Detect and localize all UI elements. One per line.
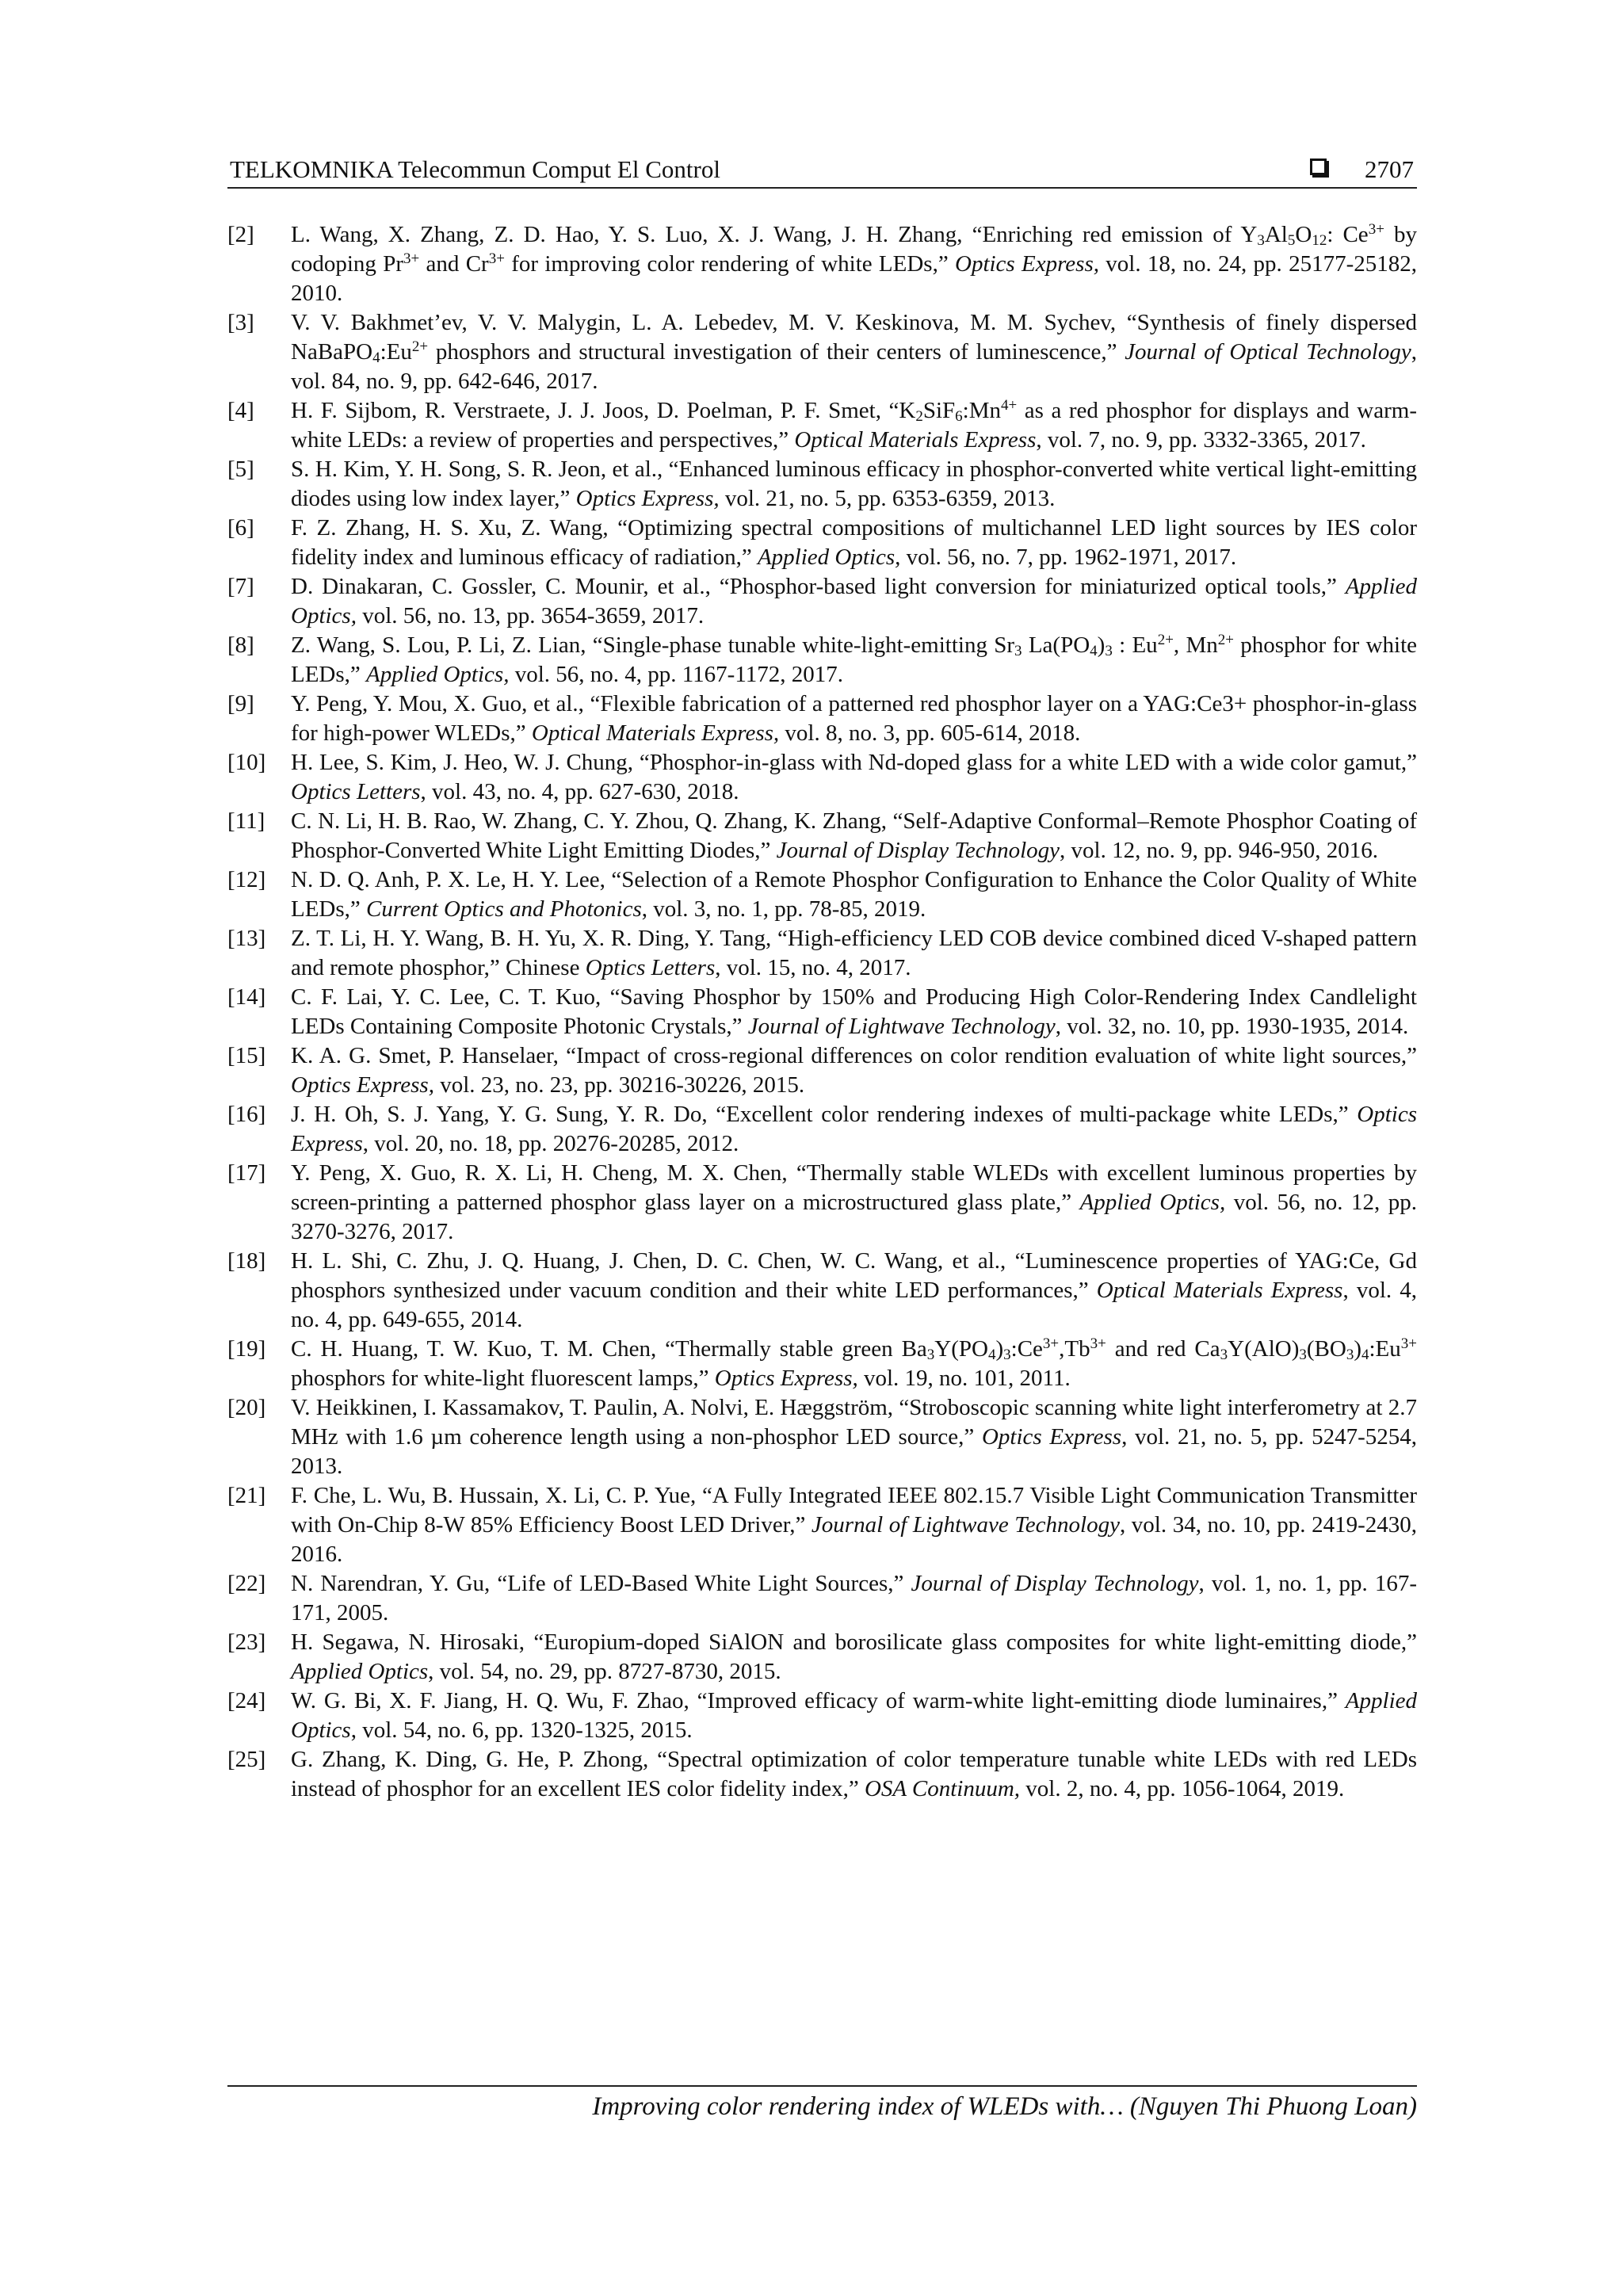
reference-entry <box>227 1569 1417 1628</box>
reference-entry <box>227 1687 1417 1745</box>
reference-text: W. G. Bi, X. F. Jiang, H. Q. Wu, F. Zhao, “Improved efficacy of warm-white light-emitting diode luminaires,” Applied Optics, vol. 54, no. 6, pp. 1320-1325, 2015. <box>291 1688 1417 1743</box>
reference-number: [24] <box>227 1688 266 1713</box>
reference-text: L. Wang, X. Zhang, Z. D. Hao, Y. S. Luo, X. J. Wang, J. H. Zhang, “Enriching red emission of $Y_3Al_5O_{12}$: $Ce^{3+}$ by codoping $Pr^{3+}$ and $Cr^{3+}$ for improving color rendering of white LEDs,” Optics Express, vol. 18, no. 24, pp. 25177-25182, 2010. <box>291 221 1418 306</box>
reference-entry <box>227 1041 1417 1100</box>
running-footer: Improving color rendering index of WLEDs with… (Nguyen Thi Phuong Loan) <box>592 2092 1417 2121</box>
reference-text: K. A. G. Smet, P. Hanselaer, “Impact of cross-regional differences on color rendition evaluation of white light sources,” Optics Express, vol. 23, no. 23, pp. 30216-30226, 2015. <box>291 1043 1417 1098</box>
reference-number: [21] <box>227 1483 266 1508</box>
reference-entry <box>227 308 1417 396</box>
reference-entry <box>227 1628 1417 1687</box>
reference-entry <box>227 1159 1417 1247</box>
reference-number: [10] <box>227 750 266 775</box>
reference-entry <box>227 983 1417 1041</box>
reference-entry <box>227 865 1417 924</box>
reference-entry <box>227 924 1417 983</box>
reference-text: C. F. Lai, Y. C. Lee, C. T. Kuo, “Saving Phosphor by 150% and Producing High Color-Rendering Index Candlelight LEDs Containing Composite Photonic Crystals,” Journal of Lightwave Technology, vol. 32, no. 10, pp. 1930-1935, 2014. <box>291 984 1417 1039</box>
reference-number: [20] <box>227 1395 266 1420</box>
page-number: 2707 <box>1365 155 1414 183</box>
reference-entry <box>227 1100 1417 1159</box>
reference-text: H. F. Sijbom, R. Verstraete, J. J. Joos, D. Poelman, P. F. Smet, “$K_2SiF_6:Mn^{4+}$ as a red phosphor for displays and warm-white LEDs: a review of properties and perspectives,” Optical Materials Express, vol. 7, no. 9, pp. 3332-3365, 2017. <box>291 397 1417 453</box>
reference-text: Y. Peng, X. Guo, R. X. Li, H. Cheng, M. X. Chen, “Thermally stable WLEDs with excellent luminous properties by screen-printing a patterned phosphor glass layer on a microstructured glass plate,” Applied Optics, vol. 56, no. 12, pp. 3270-3276, 2017. <box>291 1160 1418 1244</box>
reference-number: [5] <box>227 457 254 482</box>
reference-number: [14] <box>227 984 266 1010</box>
reference-entry <box>227 1745 1417 1804</box>
page-header <box>230 152 1417 189</box>
reference-text: H. Segawa, N. Hirosaki, “Europium-doped SiAlON and borosilicate glass composites for white light-emitting diode,” Applied Optics, vol. 54, no. 29, pp. 8727-8730, 2015. <box>291 1629 1417 1684</box>
reference-number: [25] <box>227 1747 266 1772</box>
reference-text: V. Heikkinen, I. Kassamakov, T. Paulin, A. Nolvi, E. Hæggström, “Stroboscopic scanning white light interferometry at 2.7 MHz with 1.6 µm coherence length using a non-phosphor LED source,” Optics Express, vol. 21, no. 5, pp. 5247-5254, 2013. <box>291 1395 1418 1479</box>
reference-number: [3] <box>227 310 254 335</box>
reference-number: [13] <box>227 926 266 951</box>
reference-text: H. Lee, S. Kim, J. Heo, W. J. Chung, “Phosphor-in-glass with Nd-doped glass for a white LED with a wide color gamut,” Optics Letters, vol. 43, no. 4, pp. 627-630, 2018. <box>291 750 1417 804</box>
reference-entry <box>227 1481 1417 1569</box>
reference-text: D. Dinakaran, C. Gossler, C. Mounir, et al., “Phosphor-based light conversion for miniaturized optical tools,” Applied Optics, vol. 56, no. 13, pp. 3654-3659, 2017. <box>291 574 1417 628</box>
reference-number: [22] <box>227 1571 266 1596</box>
reference-number: [7] <box>227 574 254 599</box>
reference-number: [6] <box>227 515 254 541</box>
reference-text: F. Che, L. Wu, B. Hussain, X. Li, C. P. Yue, “A Fully Integrated IEEE 802.15.7 Visible Light Communication Transmitter with On-Chip 8-W 85% Efficiency Boost LED Driver,” Journal of Lightwave Technology, vol. 34, no. 10, pp. 2419-2430, 2016. <box>291 1483 1417 1567</box>
reference-number: [11] <box>227 808 265 834</box>
reference-entry <box>227 690 1417 748</box>
reference-text: H. L. Shi, C. Zhu, J. Q. Huang, J. Chen, D. C. Chen, W. C. Wang, et al., “Luminescence properties of YAG:Ce, Gd phosphors synthesized under vacuum condition and their white LED performances,” Optical Materials Express, vol. 4, no. 4, pp. 649-655, 2014. <box>291 1248 1417 1332</box>
reference-entry <box>227 1335 1417 1393</box>
reference-text: Y. Peng, Y. Mou, X. Guo, et al., “Flexible fabrication of a patterned red phosphor layer on a YAG:Ce3+ phosphor-in-glass for high-power WLEDs,” Optical Materials Express, vol. 8, no. 3, pp. 605-614, 2018. <box>291 691 1417 746</box>
reference-number: [16] <box>227 1102 266 1127</box>
reference-entry <box>227 572 1417 631</box>
reference-text: S. H. Kim, Y. H. Song, S. R. Jeon, et al., “Enhanced luminous efficacy in phosphor-converted white vertical light-emitting diodes using low index layer,” Optics Express, vol. 21, no. 5, pp. 6353-6359, 2013. <box>291 457 1417 511</box>
reference-number: [17] <box>227 1160 266 1186</box>
reference-number: [18] <box>227 1248 266 1274</box>
reference-number: [15] <box>227 1043 266 1068</box>
reference-text: V. V. Bakhmet’ev, V. V. Malygin, L. A. Lebedev, M. V. Keskinova, M. M. Sychev, “Synthesis of finely dispersed $NaBaPO_4:Eu^{2+}$ phosphors and structural investigation of their centers of luminescence,” Journal of Optical Technology, vol. 84, no. 9, pp. 642-646, 2017. <box>291 310 1417 394</box>
footer-divider <box>227 2085 1417 2087</box>
reference-text: G. Zhang, K. Ding, G. He, P. Zhong, “Spectral optimization of color temperature tunable white LEDs with red LEDs instead of phosphor for an excellent IES color fidelity index,” OSA Continuum, vol. 2, no. 4, pp. 1056-1064, 2019. <box>291 1747 1417 1801</box>
reference-text: N. Narendran, Y. Gu, “Life of LED-Based White Light Sources,” Journal of Display Technology, vol. 1, no. 1, pp. 167-171, 2005. <box>291 1571 1417 1626</box>
reference-entry <box>227 1393 1417 1481</box>
reference-number: [8] <box>227 632 254 658</box>
reference-number: [23] <box>227 1629 266 1655</box>
reference-text: Z. Wang, S. Lou, P. Li, Z. Lian, “Single-phase tunable white-light-emitting $Sr_3$ $La(PO_4)_3$ : $Eu^{2+}$, $Mn^{2+}$ phosphor for white LEDs,” Applied Optics, vol. 56, no. 4, pp. 1167-1172, 2017. <box>291 632 1417 687</box>
reference-entry <box>227 220 1417 308</box>
reference-text: C. H. Huang, T. W. Kuo, T. M. Chen, “Thermally stable green $Ba_3Y(PO_4)_3:Ce^{3+},Tb^{3+}$ and red $Ca_3Y(AlO)_3(BO_3)_4:Eu^{3+}$ phosphors for white-light fluorescent lamps,” Optics Express, vol. 19, no. 101, 2011. <box>291 1335 1417 1391</box>
reference-text: Z. T. Li, H. Y. Wang, B. H. Yu, X. R. Ding, Y. Tang, “High-efficiency LED COB device combined diced V-shaped pattern and remote phosphor,” Chinese Optics Letters, vol. 15, no. 4, 2017. <box>291 926 1417 980</box>
reference-number: [9] <box>227 691 254 716</box>
reference-list <box>227 220 1417 1804</box>
reference-text: N. D. Q. Anh, P. X. Le, H. Y. Lee, “Selection of a Remote Phosphor Configuration to Enhance the Color Quality of White LEDs,” Current Optics and Photonics, vol. 3, no. 1, pp. 78-85, 2019. <box>291 867 1417 922</box>
journal-title: TELKOMNIKA Telecommun Comput El Control <box>230 155 720 183</box>
reference-number: [12] <box>227 867 266 892</box>
reference-entry <box>227 514 1417 572</box>
reference-entry <box>227 807 1417 865</box>
reference-number: [2] <box>227 222 254 247</box>
checkbox-square-icon <box>1310 159 1327 175</box>
reference-entry <box>227 1247 1417 1335</box>
reference-entry <box>227 396 1417 455</box>
reference-number: [19] <box>227 1336 266 1362</box>
reference-entry <box>227 631 1417 690</box>
reference-text: F. Z. Zhang, H. S. Xu, Z. Wang, “Optimizing spectral compositions of multichannel LED light sources by IES color fidelity index and luminous efficacy of radiation,” Applied Optics, vol. 56, no. 7, pp. 1962-1971, 2017. <box>291 515 1417 570</box>
reference-entry <box>227 748 1417 807</box>
reference-text: C. N. Li, H. B. Rao, W. Zhang, C. Y. Zhou, Q. Zhang, K. Zhang, “Self-Adaptive Conformal–Remote Phosphor Coating of Phosphor-Converted White Light Emitting Diodes,” Journal of Display Technology, vol. 12, no. 9, pp. 946-950, 2016. <box>291 808 1417 863</box>
reference-text: J. H. Oh, S. J. Yang, Y. G. Sung, Y. R. Do, “Excellent color rendering indexes of multi-package white LEDs,” Optics Express, vol. 20, no. 18, pp. 20276-20285, 2012. <box>291 1102 1417 1156</box>
reference-number: [4] <box>227 398 254 423</box>
reference-entry <box>227 455 1417 514</box>
header-divider <box>227 187 1417 189</box>
